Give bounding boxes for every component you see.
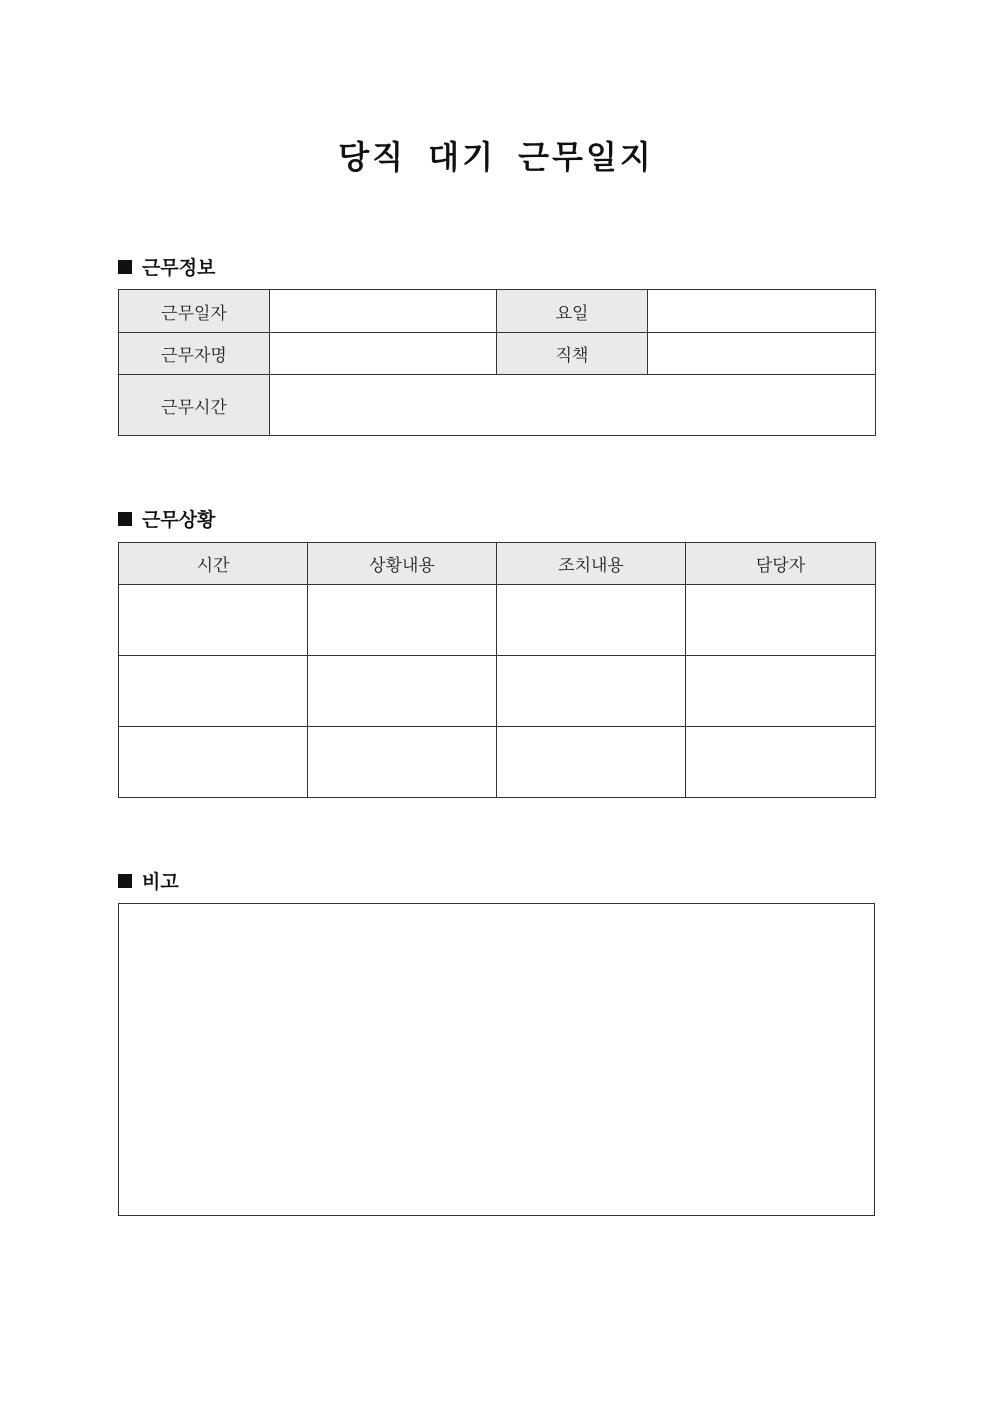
person-in-charge-cell[interactable] [686, 585, 876, 656]
remarks-field[interactable] [118, 903, 875, 1216]
person-in-charge-cell[interactable] [686, 727, 876, 798]
column-header-person-in-charge: 담당자 [686, 543, 876, 585]
work-date-field[interactable] [270, 290, 497, 333]
column-header-time: 시간 [119, 543, 308, 585]
column-header-action: 조치내용 [497, 543, 686, 585]
position-label: 직책 [497, 333, 648, 375]
action-cell[interactable] [497, 585, 686, 656]
work-status-table [118, 542, 876, 798]
table-row [119, 585, 876, 656]
situation-cell[interactable] [308, 656, 497, 727]
worker-name-field[interactable] [270, 333, 497, 375]
table-row [119, 727, 876, 798]
square-bullet-icon [118, 874, 132, 888]
table-row [119, 375, 876, 436]
section-heading-remarks [118, 867, 179, 894]
work-info-table [118, 289, 876, 436]
work-hours-field[interactable] [270, 375, 876, 436]
worker-name-label: 근무자명 [119, 333, 270, 375]
situation-cell[interactable] [308, 727, 497, 798]
action-cell[interactable] [497, 656, 686, 727]
section-heading-work-info [118, 253, 215, 280]
action-cell[interactable] [497, 727, 686, 798]
column-header-situation: 상황내용 [308, 543, 497, 585]
section-heading-label: 비고 [142, 871, 179, 893]
work-hours-label: 근무시간 [119, 375, 270, 436]
section-heading-work-status [118, 505, 215, 532]
table-header-row [119, 543, 876, 585]
weekday-field[interactable] [648, 290, 876, 333]
time-cell[interactable] [119, 585, 308, 656]
square-bullet-icon [118, 512, 132, 526]
time-cell[interactable] [119, 727, 308, 798]
square-bullet-icon [118, 260, 132, 274]
work-date-label: 근무일자 [119, 290, 270, 333]
person-in-charge-cell[interactable] [686, 656, 876, 727]
table-row [119, 656, 876, 727]
position-field[interactable] [648, 333, 876, 375]
time-cell[interactable] [119, 656, 308, 727]
table-row [119, 290, 876, 333]
section-heading-label: 근무상황 [142, 509, 216, 531]
weekday-label: 요일 [497, 290, 648, 333]
situation-cell[interactable] [308, 585, 497, 656]
table-row [119, 333, 876, 375]
page-title: 당직 대기 근무일지 [338, 138, 654, 176]
section-heading-label: 근무정보 [142, 257, 216, 279]
